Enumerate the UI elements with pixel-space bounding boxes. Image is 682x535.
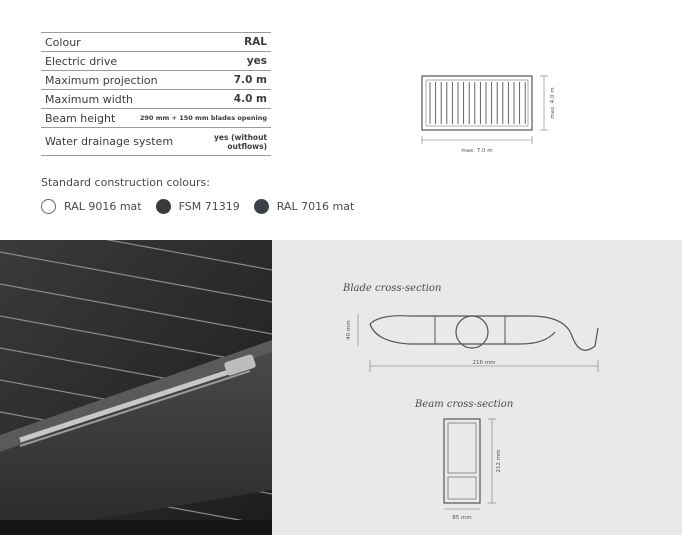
spec-table: [41, 32, 271, 156]
spec-value: yes (without outflows): [214, 132, 267, 151]
spec-label: Beam height: [45, 111, 116, 125]
cross-section-panel: [272, 240, 682, 535]
spec-value: yes: [246, 55, 267, 67]
blade-width-label: 216 mm: [472, 360, 496, 366]
white-swatch-dot: [41, 199, 56, 214]
blade-height-label: 40 mm: [346, 320, 352, 340]
swatch-fsm-71319: [156, 199, 240, 214]
standard-colours-title: Standard construction colours:: [41, 176, 210, 189]
beam-drawing: [434, 415, 514, 525]
anthracite-swatch-dot: [254, 199, 269, 214]
width-label: max. 7.0 m: [461, 148, 493, 154]
pergola-photo: [0, 240, 272, 535]
spec-value: 7.0 m: [233, 74, 267, 86]
spec-value: RAL: [244, 36, 267, 48]
spec-label: Colour: [45, 35, 81, 49]
spec-label: Water drainage system: [45, 135, 174, 148]
swatch-label: RAL 7016 mat: [276, 200, 355, 213]
dark-grey-swatch-dot: [156, 199, 171, 214]
plan-blades: [430, 82, 525, 124]
spec-row-colour: [41, 32, 271, 52]
spec-label: Maximum width: [45, 92, 134, 106]
spec-row-beam-height: [41, 109, 271, 128]
beam-caption: Beam cross-section: [415, 399, 514, 410]
beam-profile: [444, 419, 480, 503]
swatch-label: FSM 71319: [178, 200, 240, 213]
plan-frame: [422, 76, 532, 130]
height-label: max. 4.0 m: [550, 87, 556, 119]
swatch-label: RAL 9016 mat: [64, 200, 142, 213]
spec-row-electric-drive: [41, 52, 271, 71]
spec-value: 4.0 m: [233, 93, 267, 105]
spec-row-max-projection: [41, 71, 271, 90]
beam-height-label: 212 mm: [496, 449, 502, 473]
spec-label: Maximum projection: [45, 73, 158, 87]
spec-row-max-width: [41, 90, 271, 109]
spec-label: Electric drive: [45, 54, 118, 68]
swatch-ral-9016: [41, 199, 142, 214]
plan-drawing: [410, 70, 570, 160]
blade-caption: Blade cross-section: [343, 283, 442, 294]
colour-swatches: [41, 199, 368, 214]
swatch-ral-7016: [254, 199, 355, 214]
spec-row-water-drainage: [41, 128, 271, 156]
blade-drawing: [340, 302, 610, 382]
beam-width-label: 85 mm: [452, 515, 472, 521]
spec-value: 290 mm + 150 mm blades opening: [139, 114, 267, 122]
